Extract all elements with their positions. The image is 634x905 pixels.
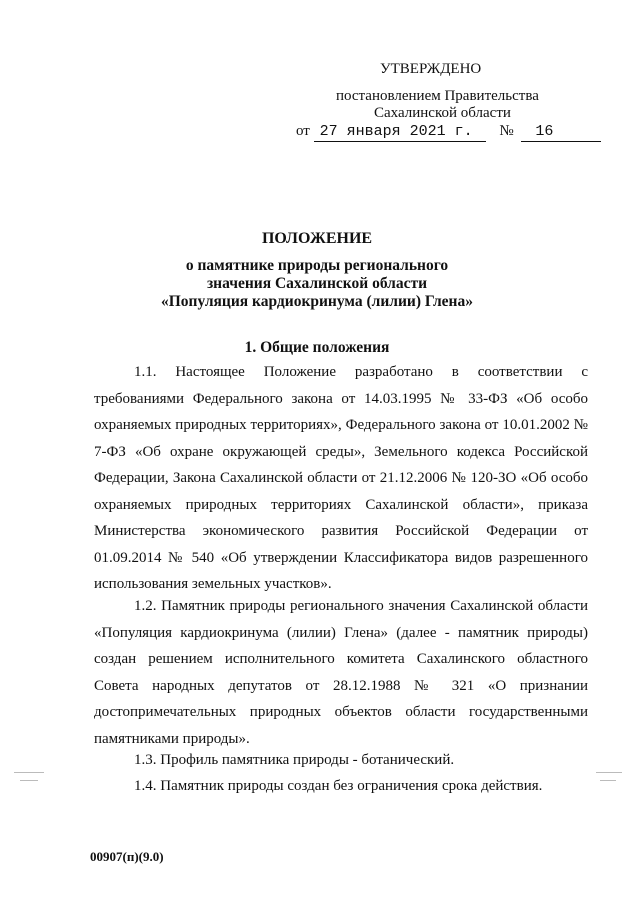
approval-number: 16 (521, 123, 601, 142)
section-title: 1. Общие положения (244, 339, 390, 356)
scan-noise-left (14, 772, 44, 773)
document-subtitle-3: «Популяция кардиокринума (лилии) Глена» (161, 293, 473, 310)
approval-date: 27 января 2021 г. (314, 123, 486, 142)
approval-line2: Сахалинской области (374, 105, 511, 121)
approval-line1: постановлением Правительства (336, 88, 539, 104)
paragraph-1-3: 1.3. Профиль памятника природы - ботанический. (134, 752, 455, 768)
number-sign: № (499, 123, 514, 139)
scan-noise-left-2 (20, 780, 38, 781)
from-label: от (296, 123, 310, 139)
paragraph-1-4: 1.4. Памятник природы создан без ограничения срока действия. (134, 778, 543, 794)
document-title: ПОЛОЖЕНИЕ (261, 230, 373, 247)
document-subtitle-1: о памятнике природы регионального (185, 257, 449, 274)
approval-date-line (296, 122, 601, 142)
scan-noise-right-2 (600, 780, 616, 781)
paragraph-1-1: 1.1. Настоящее Положение разработано в соответствии с требованиями Федерального закона от 14.03.1995 № 33-ФЗ «Об особо охраняемых природных территориях», Федерального закона от 10.01.2002 № 7-ФЗ «Об охране окружающей среды», Земельного кодекса Российской Федерации, Закона Сахалинской области от 21.12.2006 № 120-ЗО «Об особо охраняемых природных территориях Сахалинской области», приказа Министерства экономического развития Российской Федерации от 01.09.2014 № 540 «Об утверждении Классификатора видов разрешенного использования земельных участков». (94, 364, 588, 592)
scan-noise-right (596, 772, 622, 773)
paragraph-1-2: 1.2. Памятник природы регионального значения Сахалинской области «Популяция кардиокринума (лилии) Глена» (далее - памятник природы) создан решением исполнительного комитета Сахалинского областного Совета народных депутатов от 28.12.1988 № 321 «О признании достопримечательных природных объектов области государственными памятниками природы». (94, 598, 588, 747)
approval-title: УТВЕРЖДЕНО (380, 61, 482, 77)
footer-code: 00907(п)(9.0) (90, 849, 164, 864)
document-subtitle-2: значения Сахалинской области (206, 275, 428, 292)
